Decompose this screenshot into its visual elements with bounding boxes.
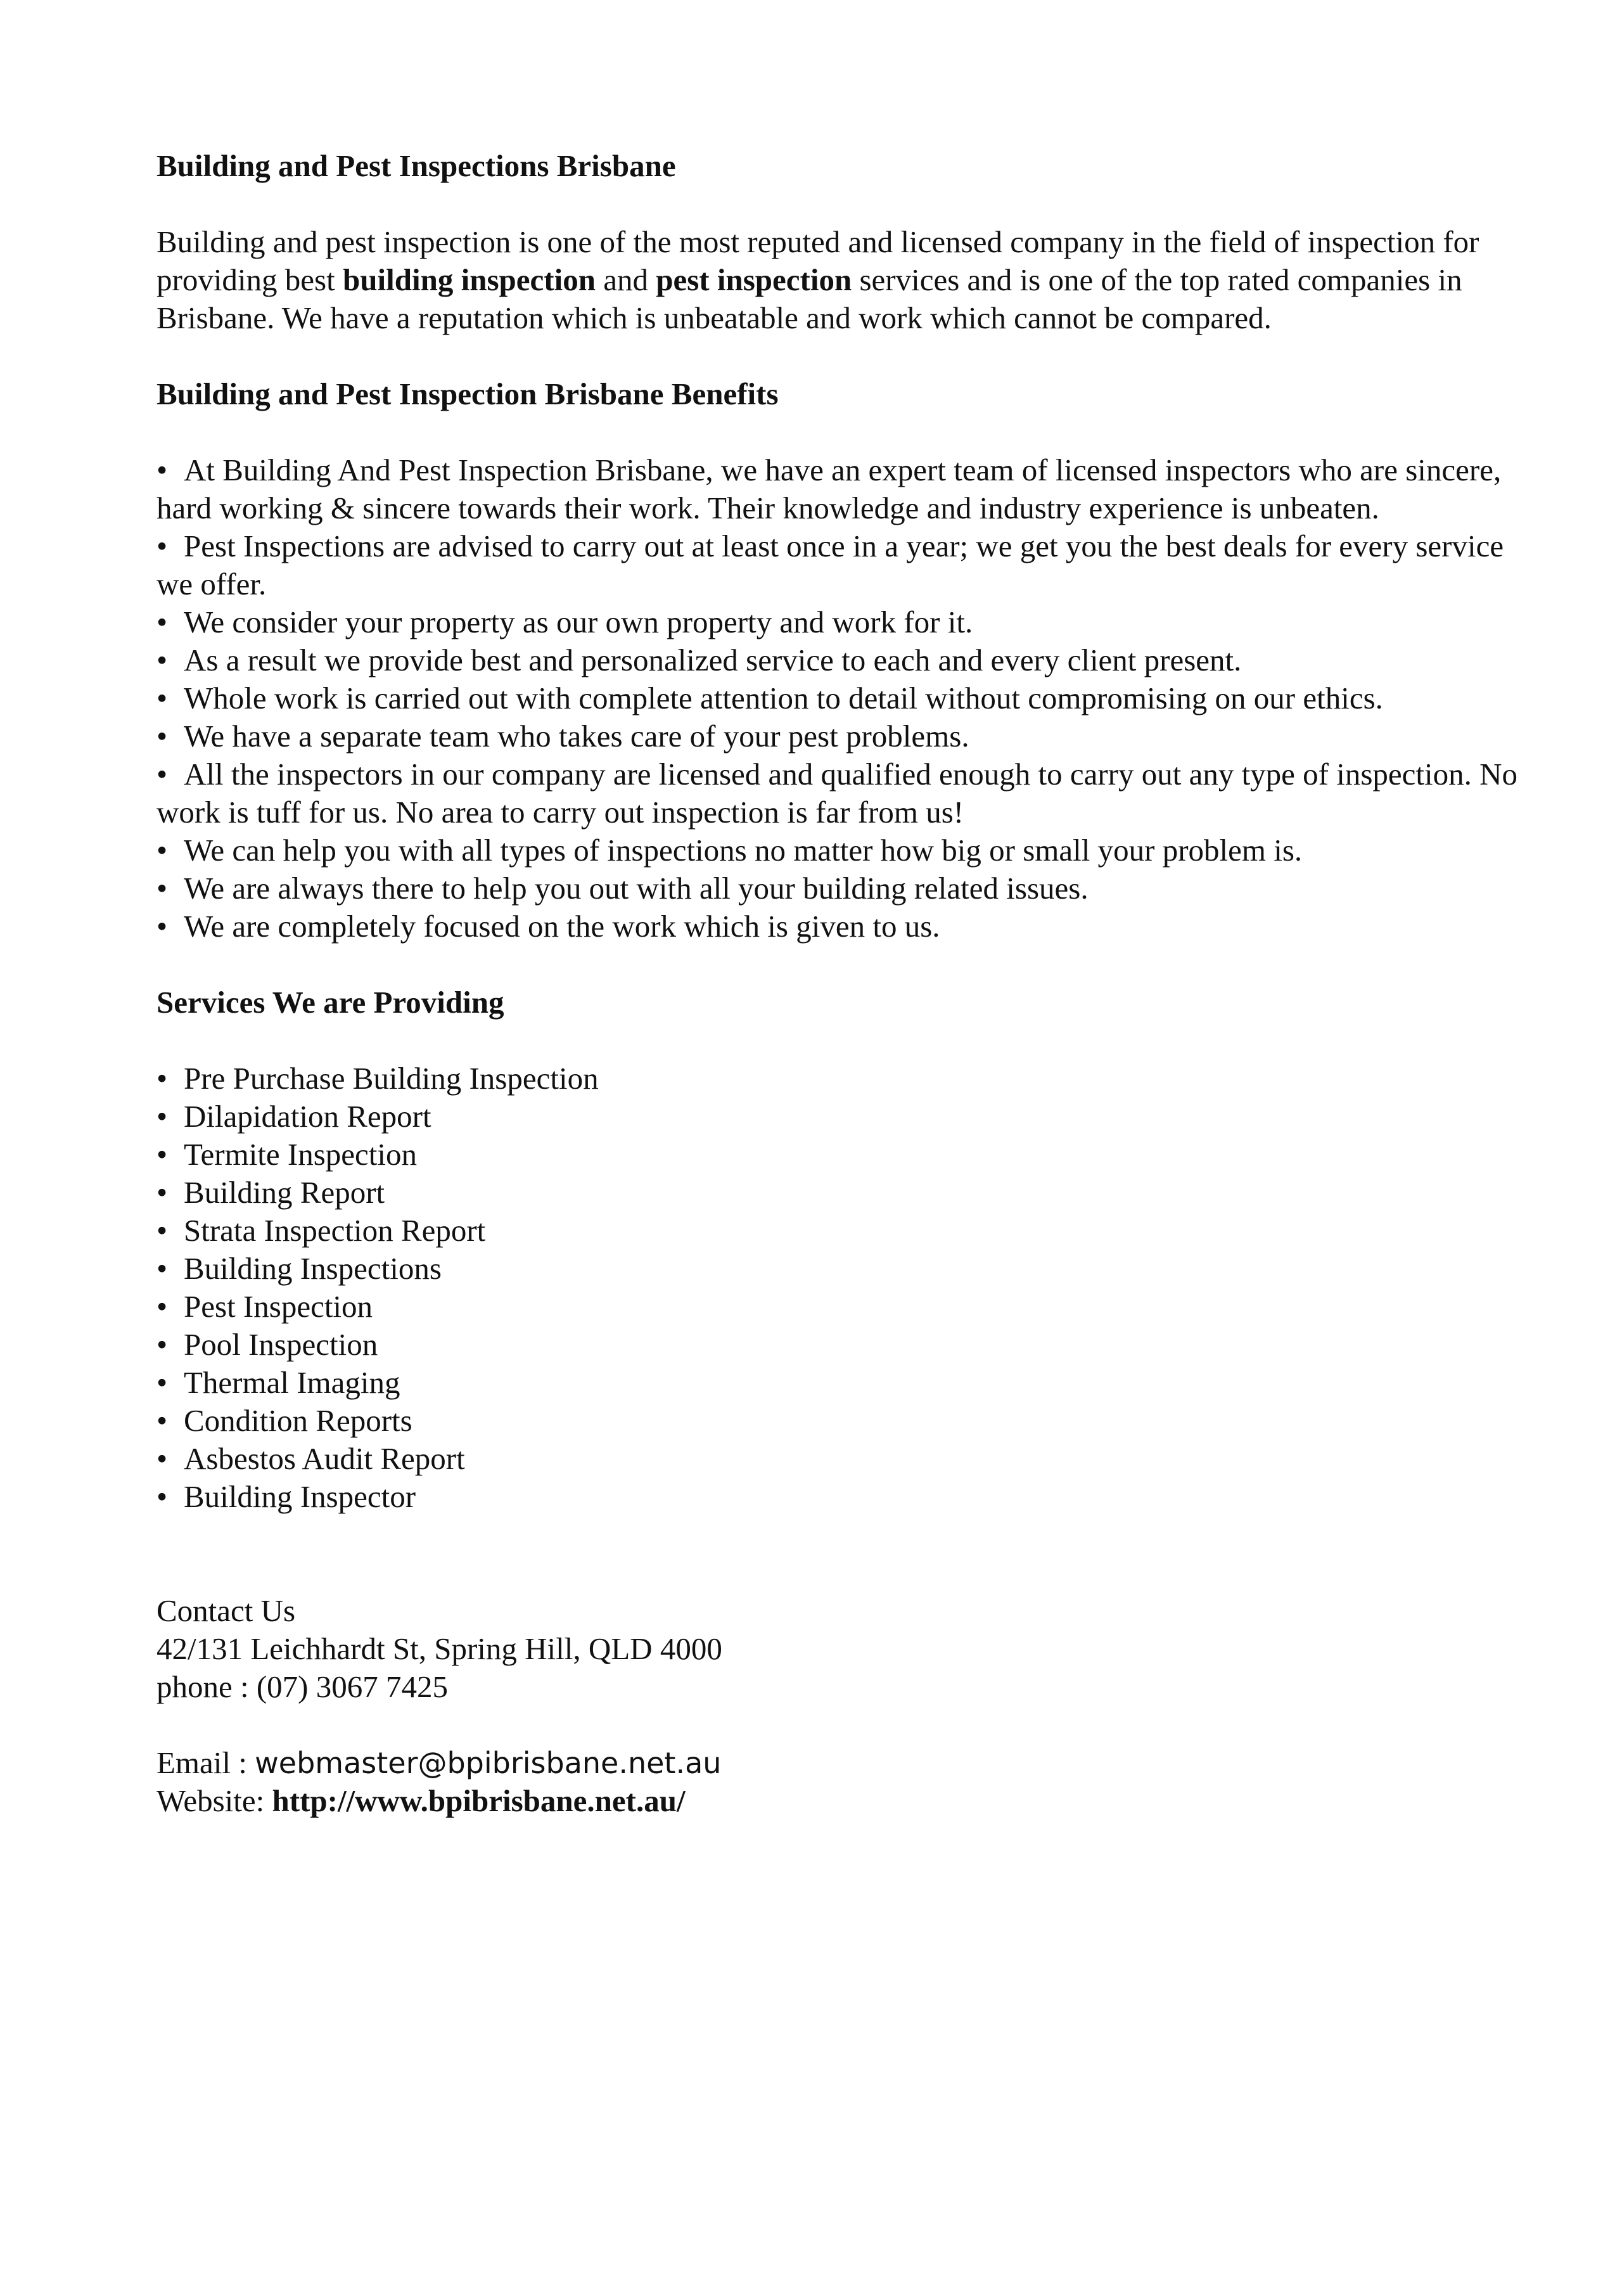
contact-email-line xyxy=(156,1744,1519,1782)
building-inspection-link: building inspection xyxy=(342,262,596,297)
list-item xyxy=(156,641,1519,679)
bullet-icon: • xyxy=(156,1213,168,1248)
list-item xyxy=(156,717,1519,755)
spacer xyxy=(156,1022,1519,1060)
bullet-icon: • xyxy=(156,833,168,868)
service-text: Asbestos Audit Report xyxy=(184,1441,465,1476)
bullet-icon: • xyxy=(156,1365,168,1400)
intro-text-1: Building and pest inspection is one of the most reputed and licensed company in the field of inspection for providing best xyxy=(156,224,1479,297)
bullet-icon: • xyxy=(156,1061,168,1096)
list-item xyxy=(156,907,1519,946)
website-link[interactable]: http://www.bpibrisbane.net.au/ xyxy=(272,1783,686,1818)
service-text: Building Report xyxy=(184,1175,385,1210)
list-item xyxy=(156,1288,1519,1326)
spacer xyxy=(156,946,1519,984)
list-item xyxy=(156,1060,1519,1098)
benefit-text: We have a separate team who takes care of your pest problems. xyxy=(184,719,969,754)
document-page xyxy=(156,147,1519,1820)
intro-text-2: and xyxy=(595,262,656,297)
bullet-icon: • xyxy=(156,909,168,944)
list-item xyxy=(156,1250,1519,1288)
services-heading: Services We are Providing xyxy=(156,985,504,1020)
service-text: Strata Inspection Report xyxy=(184,1213,486,1248)
contact-address: 42/131 Leichhardt St, Spring Hill, QLD 4000 xyxy=(156,1631,722,1666)
benefit-text: We are completely focused on the work which is given to us. xyxy=(184,909,940,944)
service-text: Pest Inspection xyxy=(184,1289,373,1324)
list-item xyxy=(156,1212,1519,1250)
bullet-icon: • xyxy=(156,719,168,754)
list-item xyxy=(156,527,1519,603)
bullet-icon: • xyxy=(156,1479,168,1514)
service-text: Building Inspections xyxy=(184,1251,442,1286)
list-item xyxy=(156,1136,1519,1174)
spacer xyxy=(156,185,1519,223)
website-label: Website: xyxy=(156,1783,272,1818)
list-item xyxy=(156,1402,1519,1440)
page-title: Building and Pest Inspections Brisbane xyxy=(156,148,676,183)
bullet-icon: • xyxy=(156,1137,168,1172)
intro-paragraph xyxy=(156,223,1519,337)
list-item xyxy=(156,1478,1519,1516)
pest-inspection-link: pest inspection xyxy=(656,262,852,297)
bullet-icon: • xyxy=(156,452,168,487)
intro-text-3: services and is one of the top rated companies in Brisbane. We have a reputation which is unbeatable and work which cannot be compared. xyxy=(156,262,1462,335)
email-link[interactable]: webmaster@bpibrisbane.net.au xyxy=(255,1746,722,1780)
bullet-icon: • xyxy=(156,1441,168,1476)
list-item xyxy=(156,869,1519,907)
service-text: Termite Inspection xyxy=(184,1137,418,1172)
benefit-text: Pest Inspections are advised to carry out at least once in a year; we get you the best deals for every service we offer. xyxy=(156,529,1504,601)
list-item xyxy=(156,1364,1519,1402)
spacer xyxy=(156,337,1519,375)
bullet-icon: • xyxy=(156,681,168,715)
bullet-icon: • xyxy=(156,605,168,639)
bullet-icon: • xyxy=(156,1099,168,1134)
bullet-icon: • xyxy=(156,1175,168,1210)
list-item xyxy=(156,679,1519,717)
email-label: Email : xyxy=(156,1745,255,1780)
bullet-icon: • xyxy=(156,1251,168,1286)
services-list xyxy=(156,1060,1519,1516)
contact-website-line xyxy=(156,1782,1519,1820)
bullet-icon: • xyxy=(156,871,168,906)
bullet-icon: • xyxy=(156,757,168,792)
spacer xyxy=(156,1554,1519,1592)
benefit-text: At Building And Pest Inspection Brisbane, we have an expert team of licensed inspectors who are sincere, hard working & sincere towards their work. Their knowledge and industry experience is unbeaten. xyxy=(156,452,1502,525)
benefit-text: We consider your property as our own property and work for it. xyxy=(184,605,973,639)
bullet-icon: • xyxy=(156,1289,168,1324)
service-text: Dilapidation Report xyxy=(184,1099,431,1134)
service-text: Building Inspector xyxy=(184,1479,416,1514)
bullet-icon: • xyxy=(156,529,168,563)
spacer xyxy=(156,1706,1519,1744)
list-item xyxy=(156,755,1519,831)
spacer xyxy=(156,413,1519,451)
benefits-heading: Building and Pest Inspection Brisbane Benefits xyxy=(156,376,779,411)
service-text: Thermal Imaging xyxy=(184,1365,400,1400)
spacer xyxy=(156,1516,1519,1554)
bullet-icon: • xyxy=(156,1403,168,1438)
benefit-text: We can help you with all types of inspections no matter how big or small your problem is. xyxy=(184,833,1303,868)
benefit-text: Whole work is carried out with complete attention to detail without compromising on our ethics. xyxy=(184,681,1383,715)
benefits-list xyxy=(156,451,1519,946)
bullet-icon: • xyxy=(156,1327,168,1362)
list-item xyxy=(156,1174,1519,1212)
bullet-icon: • xyxy=(156,643,168,677)
benefit-text: We are always there to help you out with all your building related issues. xyxy=(184,871,1089,906)
list-item xyxy=(156,831,1519,869)
benefit-text: As a result we provide best and personalized service to each and every client present. xyxy=(184,643,1242,677)
service-text: Pool Inspection xyxy=(184,1327,378,1362)
benefit-text: All the inspectors in our company are licensed and qualified enough to carry out any type of inspection. No work is tuff for us. No area to carry out inspection is far from us! xyxy=(156,757,1518,830)
service-text: Condition Reports xyxy=(184,1403,412,1438)
list-item xyxy=(156,451,1519,527)
contact-phone: phone : (07) 3067 7425 xyxy=(156,1669,448,1704)
list-item xyxy=(156,1440,1519,1478)
contact-heading: Contact Us xyxy=(156,1593,296,1628)
list-item xyxy=(156,1326,1519,1364)
service-text: Pre Purchase Building Inspection xyxy=(184,1061,599,1096)
list-item xyxy=(156,1098,1519,1136)
list-item xyxy=(156,603,1519,641)
